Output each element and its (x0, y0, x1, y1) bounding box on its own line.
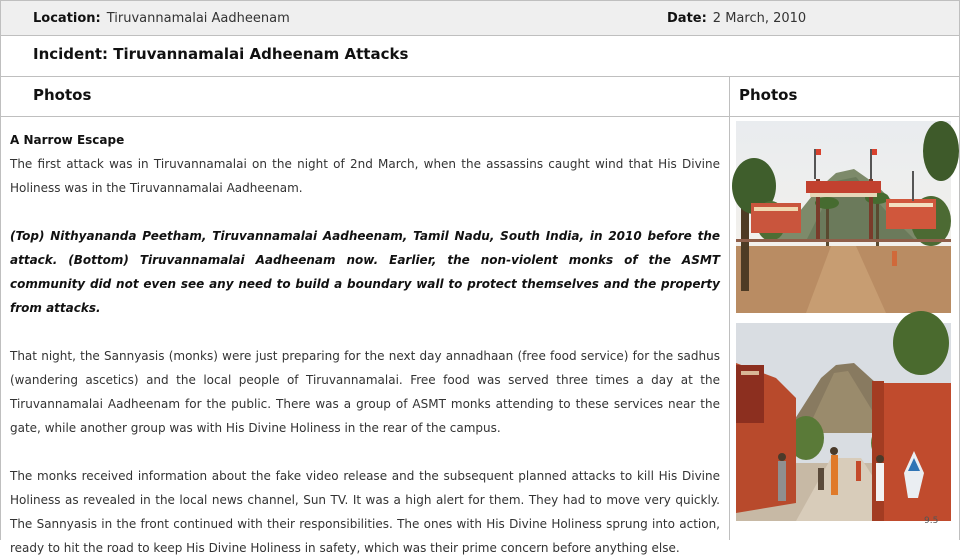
article-content (10, 128, 720, 560)
location-cell (33, 10, 290, 27)
incident-title: Incident: Tiruvannamalai Adheenam Attacks (33, 45, 409, 63)
location-value: Tiruvannamalai Aadheenam (106, 11, 290, 26)
right-column-header: Photos (739, 86, 798, 104)
table-border-row2 (0, 76, 960, 77)
date-label: Date: (667, 11, 707, 26)
photo-before-attack (736, 121, 951, 313)
photo-caption: (Top) Nithyananda Peetham, Tiruvannamalai Aadheenam, Tamil Nadu, South India, in 2010 before the attack. (Bottom) Tiruvannamalai Aadheenam now. Earlier, the non-violent monks of the ASMT community did not even see any need to build a boundary wall to protect themselves and the property from attacks. (10, 229, 720, 315)
table-border-left (0, 0, 1, 540)
table-border-row1 (0, 35, 960, 36)
page-number: 9.5 (924, 516, 939, 526)
date-cell (667, 10, 806, 27)
column-divider (729, 76, 730, 540)
article-paragraph-3: The monks received information about the fake video release and the subsequent planned attacks to kill His Divine Holiness as revealed in the local news channel, Sun TV. It was a high alert for them. They had to move very quickly. The Sannyasis in the front continued with their responsibilities. The ones with His Divine Holiness sprung into action, ready to hit the road to keep His Divine Holiness in safety, which was their prime concern before anything else. (10, 469, 720, 555)
article-paragraph-2: That night, the Sannyasis (monks) were just preparing for the next day annadhaan (free food service) for the sadhus (wandering ascetics) and the local people of Tiruvannamalai. Free food was served three times a day at the Tiruvannamalai Aadheenam for the public. There was a group of ASMT monks attending to these services near the gate, while another group was with His Divine Holiness in the rear of the campus. (10, 349, 720, 435)
table-border-row3 (0, 116, 960, 117)
date-value: 2 March, 2010 (712, 11, 807, 26)
photo-after-attack (736, 323, 951, 521)
left-column-header: Photos (33, 86, 92, 104)
article-paragraph-1: The first attack was in Tiruvannamalai on the night of 2nd March, when the assassins caught wind that His Divine Holiness was in the Tiruvannamalai Aadheenam. (10, 157, 720, 195)
location-label: Location: (33, 11, 101, 26)
article-heading: A Narrow Escape (10, 133, 125, 147)
